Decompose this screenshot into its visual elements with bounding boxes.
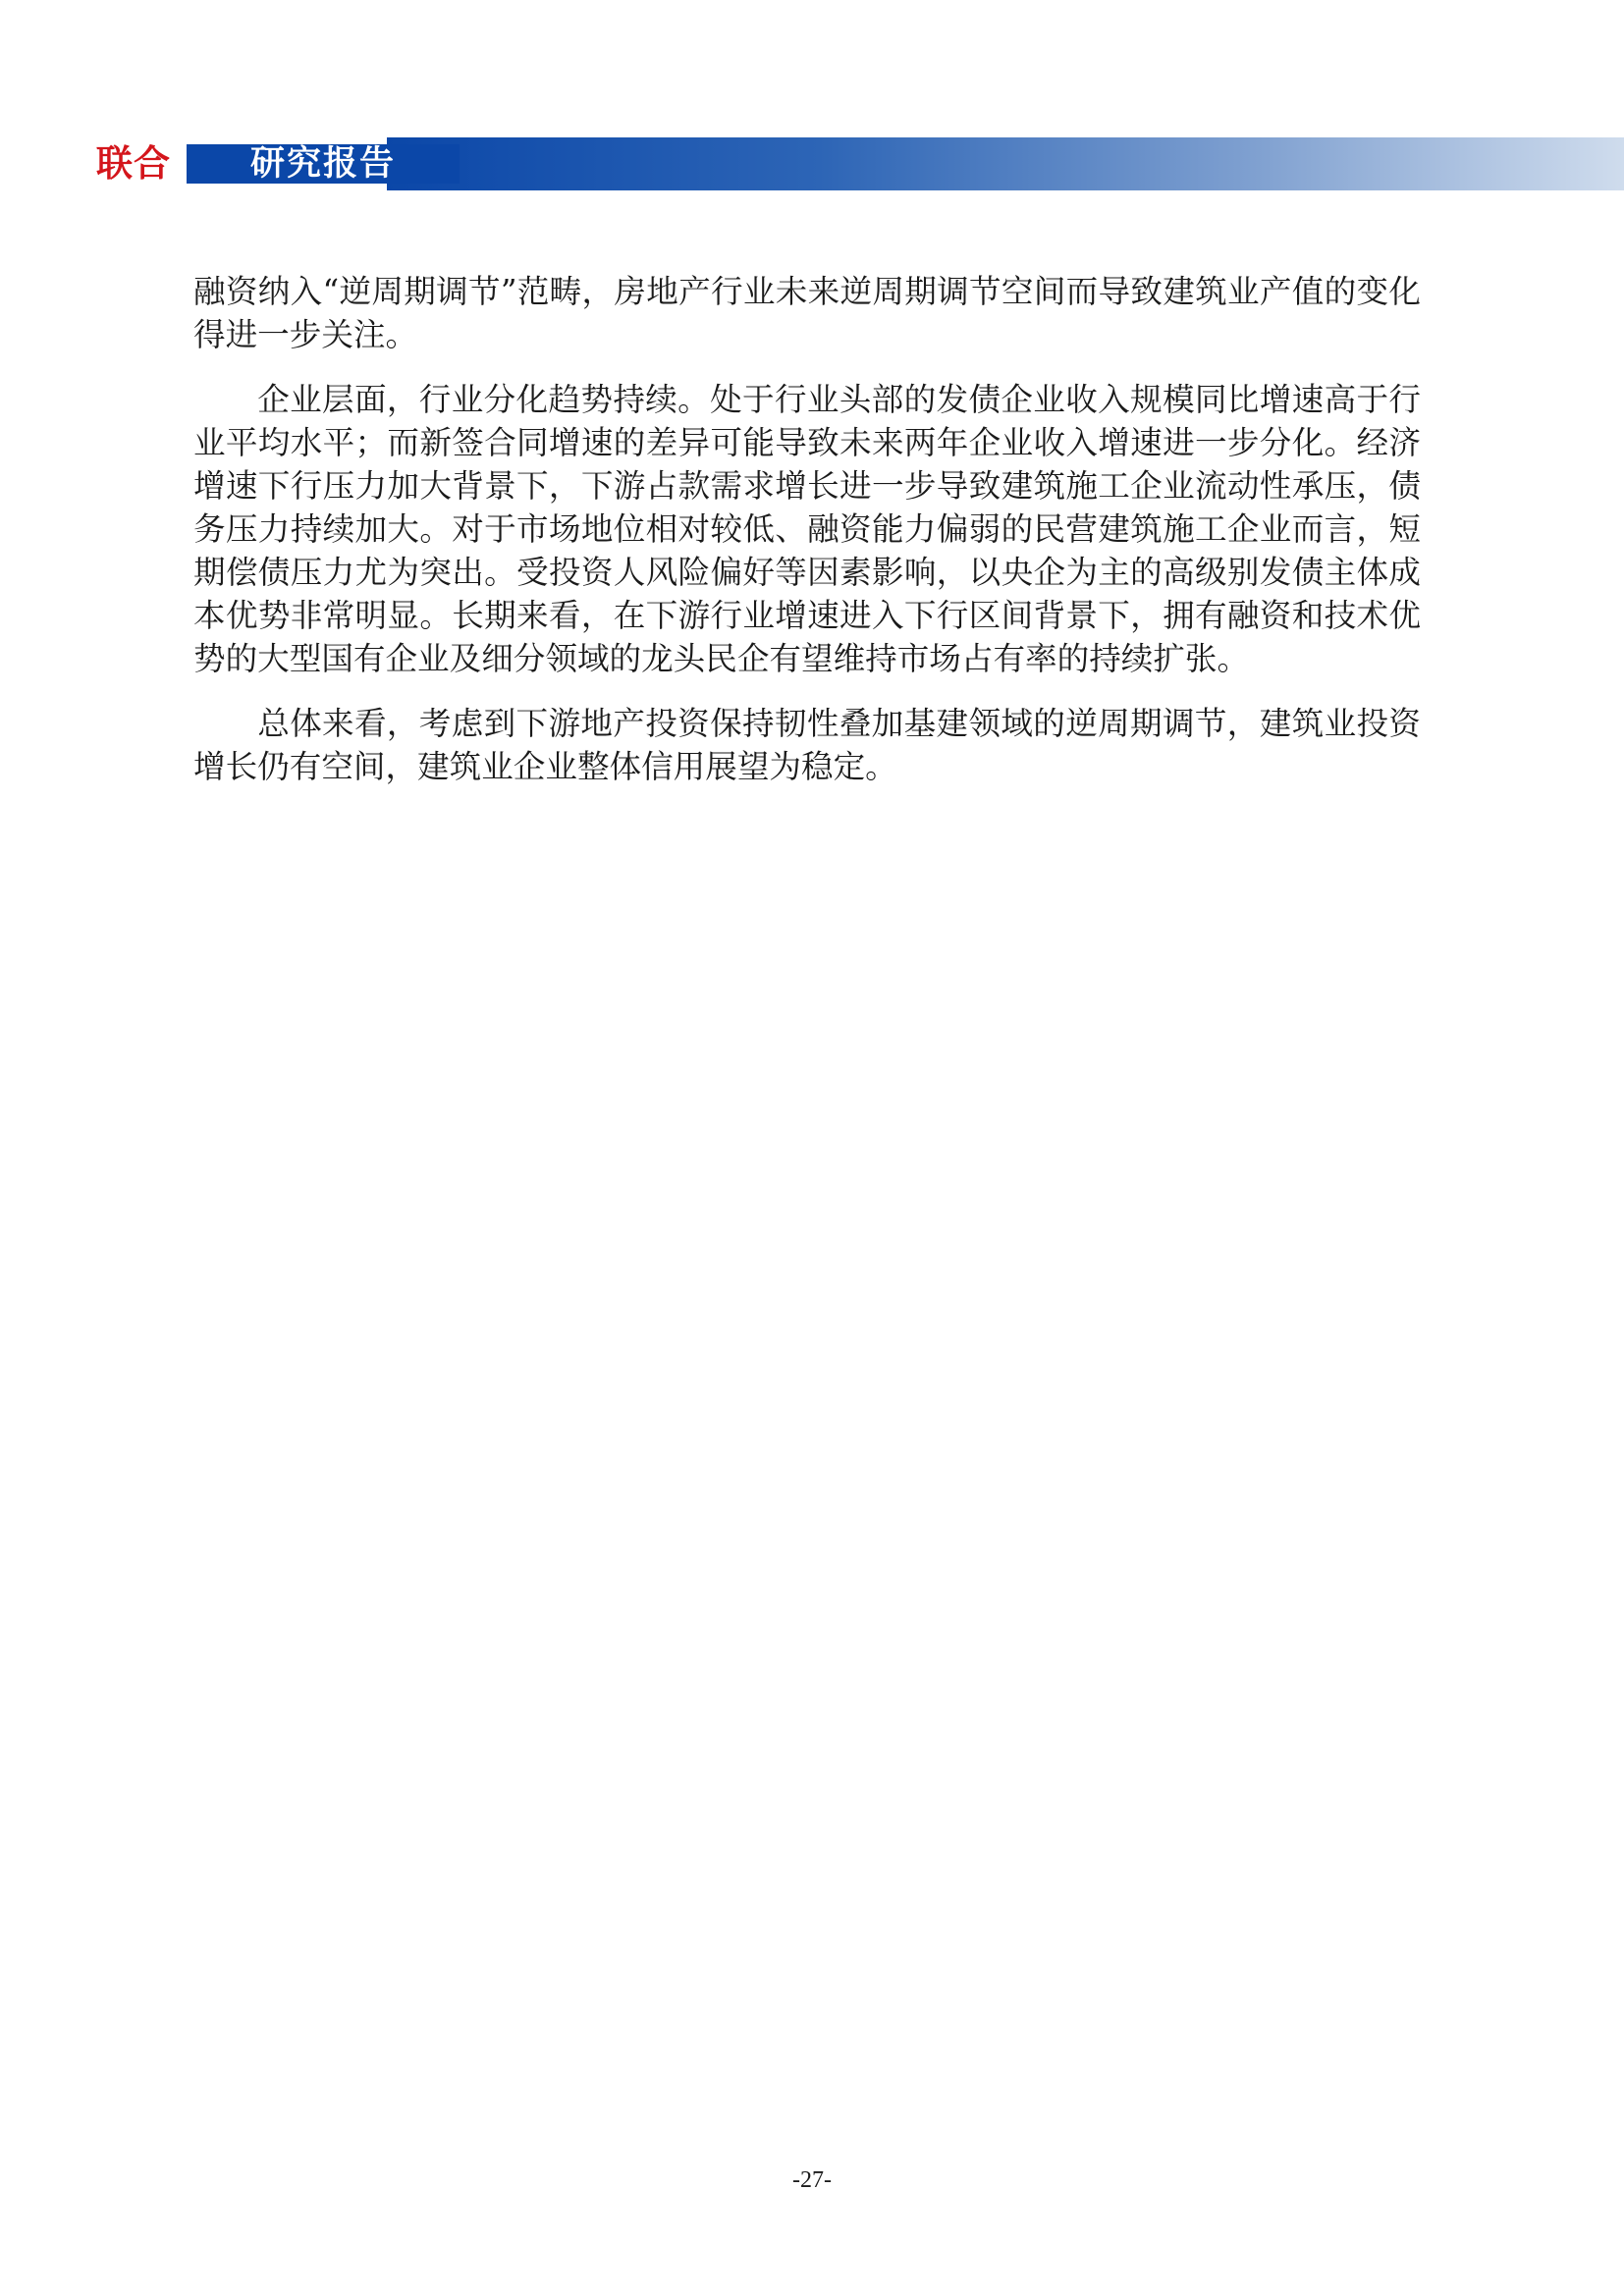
- page-number: -27-: [792, 2167, 832, 2193]
- header-gradient-bar: [387, 137, 1624, 190]
- body-text: [193, 270, 1421, 788]
- brand-name-red: 联合: [96, 142, 171, 185]
- paragraph-enterprise-level: 企业层面，行业分化趋势持续。处于行业头部的发债企业收入规模同比增速高于行业平均水平；而新签合同增速的差异可能导致未来两年企业收入增速进一步分化。经济增速下行压力加大背景下，下游占款需求增长进一步导致建筑施工企业流动性承压，债务压力持续加大。对于市场地位相对较低、融资能力偏弱的民营建筑施工企业而言，短期偿债压力尤为突出。受投资人风险偏好等因素影响，以央企为主的高级别发债主体成本优势非常明显。长期来看，在下游行业增速进入下行区间背景下，拥有融资和技术优势的大型国有企业及细分领域的龙头民企有望维持市场占有率的持续扩张。: [193, 381, 1421, 677]
- paragraph-continued: 融资纳入“逆周期调节”范畴，房地产行业未来逆周期调节空间而导致建筑业产值的变化得进一步关注。: [193, 273, 1421, 353]
- brand-report-label: 研究报告: [187, 144, 460, 184]
- paragraph-overall-outlook: 总体来看，考虑到下游地产投资保持韧性叠加基建领域的逆周期调节，建筑业投资增长仍有空间，建筑业企业整体信用展望为稳定。: [193, 705, 1421, 785]
- report-header: [96, 137, 1624, 190]
